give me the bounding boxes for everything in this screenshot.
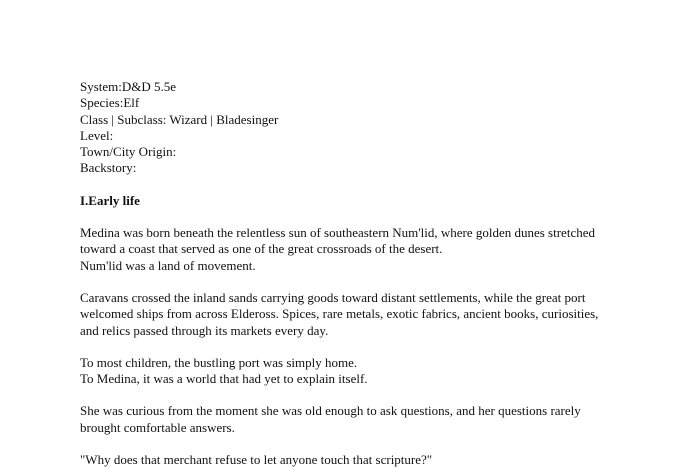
paragraph: [80, 403, 640, 436]
paragraph-line: "Why does that merchant refuse to let anyone touch that scripture?": [80, 452, 433, 468]
class-subclass-line: Class | Subclass: Wizard | Bladesinger: [80, 111, 279, 127]
paragraph-line: welcomed ships from across Eldeross. Spices, rare metals, exotic fabrics, ancient books, curiosities,: [80, 306, 599, 322]
paragraph-line: brought comfortable answers.: [80, 419, 235, 435]
species-line: Species:Elf: [80, 95, 140, 111]
paragraph-line: Caravans crossed the inland sands carrying goods toward distant settlements, while the great port: [80, 289, 586, 305]
backstory-line: Backstory:: [80, 160, 137, 176]
paragraph-line: and relics passed through its markets every day.: [80, 322, 329, 338]
paragraph: [80, 290, 640, 339]
system-line: System:D&D 5.5e: [80, 79, 177, 94]
character-info: [80, 79, 640, 177]
paragraph-line: To most children, the bustling port was simply home.: [80, 354, 358, 370]
paragraph: [80, 452, 640, 468]
origin-line: Town/City Origin:: [80, 144, 177, 160]
level-line: Level:: [80, 127, 114, 143]
paragraph-line: To Medina, it was a world that had yet to explain itself.: [80, 371, 368, 387]
paragraph-line: toward a coast that served as one of the great crossroads of the desert.: [80, 241, 443, 257]
document-body: [80, 79, 640, 468]
section-heading: I.Early life: [80, 192, 140, 208]
paragraph-line: Num'lid was a land of movement.: [80, 257, 256, 273]
paragraph: [80, 355, 640, 388]
paragraph-line: She was curious from the moment she was old enough to ask questions, and her questions rarely: [80, 403, 581, 419]
paragraph-line: Medina was born beneath the relentless sun of southeastern Num'lid, where golden dunes stretched: [80, 225, 595, 241]
paragraph: [80, 225, 640, 274]
